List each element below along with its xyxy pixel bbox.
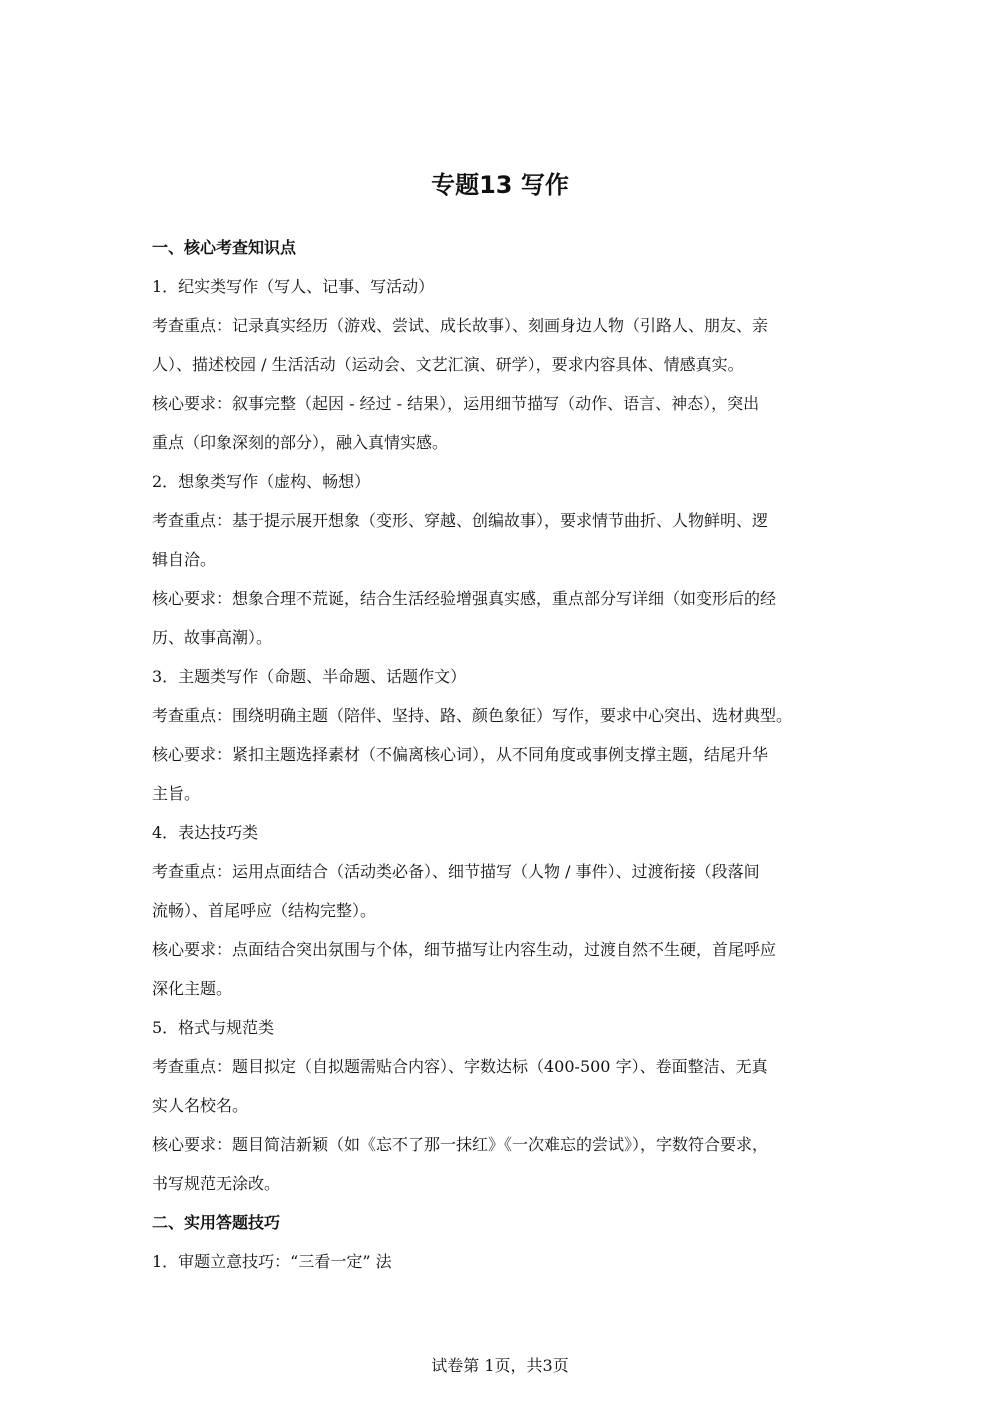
text-line: 核心要求：紧扣主题选择素材（不偏离核心词），从不同角度或事例支撑主题，结尾升华	[152, 745, 769, 764]
text-line: 考查重点：运用点面结合（活动类必备）、细节描写（人物 / 事件）、过渡衔接（段落间	[152, 862, 760, 881]
text-line: 考查重点：记录真实经历（游戏、尝试、成长故事）、刻画身边人物（引路人、朋友、亲	[152, 316, 769, 335]
text-line: 考查重点：基于提示展开想象（变形、穿越、创编故事），要求情节曲折、人物鲜明、逻	[152, 511, 769, 530]
page-footer: 试卷第 1页，共3页	[431, 1356, 569, 1375]
text-line: 书写规范无涂改。	[152, 1174, 281, 1193]
text-line: 辑自洽。	[152, 550, 217, 569]
text-line: 4．表达技巧类	[152, 823, 259, 842]
text-line: 流畅）、首尾呼应（结构完整）。	[152, 901, 377, 920]
text-line: 5．格式与规范类	[152, 1018, 275, 1037]
text-line: 2．想象类写作（虚构、畅想）	[152, 472, 371, 491]
text-line: 核心要求：题目简洁新颖（如《忘不了那一抹红》《一次难忘的尝试》），字数符合要求，	[152, 1135, 769, 1154]
text-line: 历、故事高潮）。	[152, 628, 273, 647]
document-body	[152, 228, 852, 1281]
section-heading: 二、实用答题技巧	[152, 1213, 281, 1232]
text-line: 重点（印象深刻的部分），融入真情实感。	[152, 433, 449, 452]
text-line: 考查重点：题目拟定（自拟题需贴合内容）、字数达标（400-500 字）、卷面整洁、无真	[152, 1057, 768, 1076]
text-line: 1．纪实类写作（写人、记事、写活动）	[152, 277, 435, 296]
text-line: 实人名校名。	[152, 1096, 249, 1115]
text-line: 考查重点：围绕明确主题（陪伴、坚持、路、颜色象征）写作，要求中心突出、选材典型。	[152, 706, 793, 725]
text-line: 1．审题立意技巧：“三看一定” 法	[152, 1252, 392, 1271]
section-heading: 一、核心考查知识点	[152, 238, 297, 257]
text-line: 深化主题。	[152, 979, 233, 998]
text-line: 核心要求：叙事完整（起因 - 经过 - 结果），运用细节描写（动作、语言、神态），突出	[152, 394, 760, 413]
text-line: 核心要求：点面结合突出氛围与个体，细节描写让内容生动，过渡自然不生硬，首尾呼应	[152, 940, 777, 959]
text-line: 人）、描述校园 / 生活活动（运动会、文艺汇演、研学），要求内容具体、情感真实。	[152, 355, 744, 374]
page-title: 专题13 写作	[431, 171, 569, 199]
text-line: 3．主题类写作（命题、半命题、话题作文）	[152, 667, 467, 686]
text-line: 核心要求：想象合理不荒诞，结合生活经验增强真实感，重点部分写详细（如变形后的经	[152, 589, 777, 608]
text-line: 主旨。	[152, 784, 201, 803]
